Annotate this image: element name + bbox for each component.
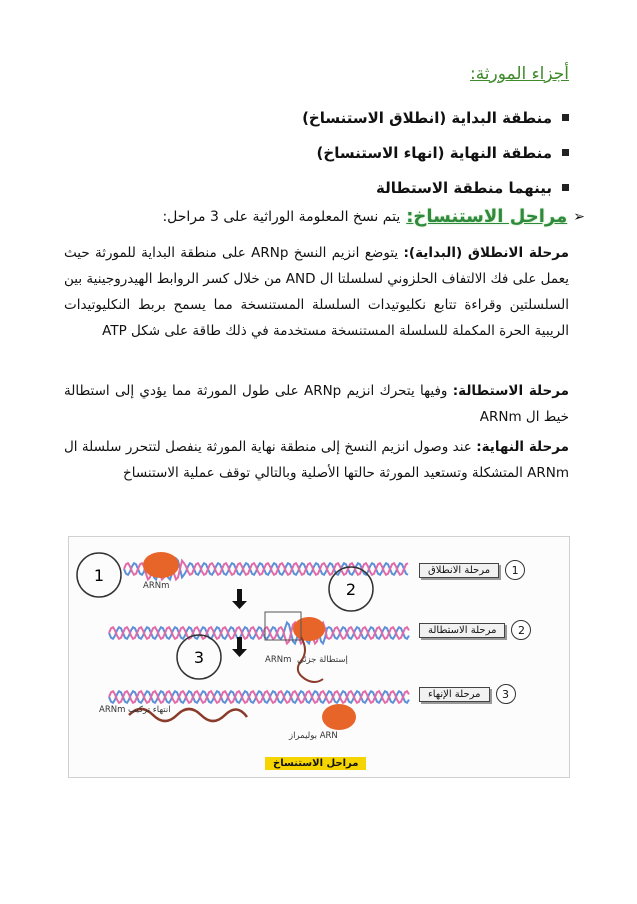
dna-strand <box>109 623 409 644</box>
stages-intro: يتم نسخ المعلومة الوراثية على 3 مراحل: <box>162 208 401 225</box>
figure-caption: مراحل الاستنساخ <box>265 757 366 770</box>
paragraph-label: مرحلة الاستطالة: <box>452 383 570 399</box>
dna-strand <box>109 623 409 644</box>
bullet-square-icon <box>562 114 569 121</box>
label-arnm-top: ARNm <box>143 581 170 591</box>
paragraph-label: مرحلة النهاية: <box>476 439 570 455</box>
stage-label: مرحلة الاستطالة <box>419 623 505 638</box>
circle-number: 3 <box>193 648 205 667</box>
stages-heading: مراحل الاستنساخ: <box>406 206 568 227</box>
list-item-text: منطقة البداية (انطلاق الاستنساخ) <box>302 108 552 127</box>
list-item-text: بينهما منطقة الاستطالة <box>376 178 552 197</box>
stage-circle-3 <box>177 635 221 679</box>
list-item <box>89 135 569 170</box>
parts-list <box>89 100 569 205</box>
list-item <box>89 100 569 135</box>
stage-box-termination <box>419 683 569 705</box>
stage-number: 1 <box>505 560 525 580</box>
stage-number: 3 <box>496 684 516 704</box>
paragraph-elongation <box>64 378 569 430</box>
label-arnm-mid: ARNm <box>265 655 292 665</box>
paragraph-label: مرحلة الانطلاق (البداية): <box>403 245 570 261</box>
label-polymerase: ARN بوليمراز <box>289 731 338 741</box>
polymerase-icon <box>143 552 179 578</box>
polymerase-icon <box>293 617 325 641</box>
list-item-text: منطقة النهاية (انهاء الاستنساخ) <box>316 143 552 162</box>
transcription-figure <box>68 536 570 778</box>
paragraph-text: يتوضع انزيم النسخ ARNp على منطقة البداية للمورثة حيث يعمل على فك الالتفاف الحلزوني لسلسلتا ال AND من خلال كسر الروابط الهيدروجينية بين السلسلتين وقراءة تتابع نكليوتيدات السلسلة المستنسخة مما يسمح بربط النكليوتيدات الريبية الحرة المكملة للسلسلة المستنسخة مستخدمة في ذلك طاقة على شكل ATP <box>64 245 569 339</box>
bullet-square-icon <box>562 149 569 156</box>
label-partial-elongation: إستطالة جزئي <box>297 655 348 665</box>
polymerase-icon <box>322 704 356 730</box>
stage-circle-1 <box>77 553 121 597</box>
paragraph-text: وفيها يتحرك انزيم ARNp على طول المورثة مما يؤدي إلى استطالة خيط ال ARNm <box>64 383 569 425</box>
stage-label: مرحلة الانطلاق <box>419 563 499 578</box>
arrow-bullet-icon: ➢ <box>573 208 585 225</box>
stage-box-initiation <box>419 559 569 581</box>
paragraph-termination <box>64 434 569 486</box>
stage-box-elongation <box>419 619 569 641</box>
label-end-synthesis: انتهاء تركيب ARNm <box>99 705 171 715</box>
list-item <box>89 170 569 205</box>
parts-heading: أجزاء المورثة: <box>469 64 569 84</box>
paragraph-initiation <box>64 240 569 344</box>
bullet-square-icon <box>562 184 569 191</box>
paragraph-text: عند وصول انزيم النسخ إلى منطقة نهاية المورثة ينفصل لتتحرر سلسلة ال ARNm المتشكلة وتستعيد المورثة حالتها الأصلية وبالتالي توقف عملية الاستنساخ <box>64 439 569 481</box>
circle-number: 2 <box>345 580 357 599</box>
stage-number: 2 <box>511 620 531 640</box>
down-arrow-icon <box>232 589 247 609</box>
circle-number: 1 <box>93 566 105 585</box>
stage-label: مرحلة الإنهاء <box>419 687 490 702</box>
stages-line <box>162 206 585 227</box>
